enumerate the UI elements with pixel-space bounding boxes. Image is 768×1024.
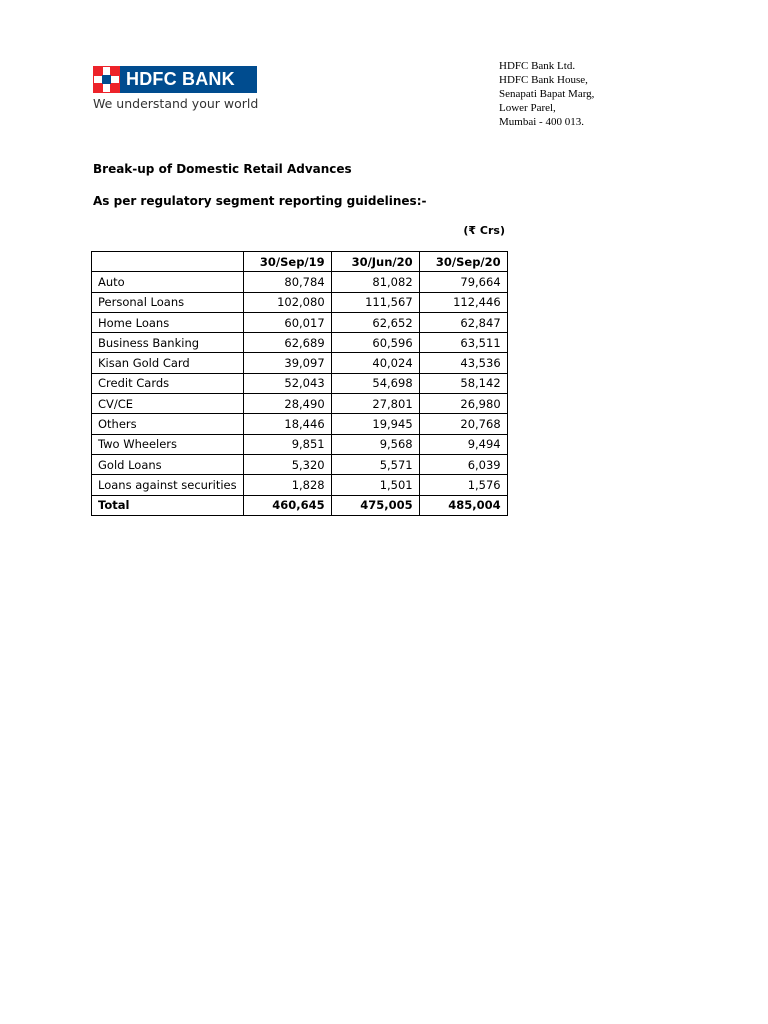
row-label-cell: Auto <box>92 272 244 292</box>
value-cell: 40,024 <box>331 353 419 373</box>
row-label-cell: Total <box>92 495 244 515</box>
value-cell: 63,511 <box>419 333 507 353</box>
row-label-cell: Two Wheelers <box>92 434 244 454</box>
value-cell: 5,571 <box>331 454 419 474</box>
value-cell: 9,568 <box>331 434 419 454</box>
table-row <box>92 292 508 312</box>
value-cell: 9,494 <box>419 434 507 454</box>
address-line: Lower Parel, <box>499 102 556 114</box>
currency-unit-label: (₹ Crs) <box>463 224 505 237</box>
hdfc-logo-mark-icon <box>93 66 120 93</box>
value-cell: 81,082 <box>331 272 419 292</box>
table-body <box>92 272 508 516</box>
value-cell: 485,004 <box>419 495 507 515</box>
table-header-row <box>92 252 508 272</box>
header-cell-sep20: 30/Sep/20 <box>419 252 507 272</box>
row-label-cell: Others <box>92 414 244 434</box>
table-row <box>92 394 508 414</box>
document-subtitle: As per regulatory segment reporting guidelines:- <box>93 194 427 208</box>
value-cell: 52,043 <box>243 373 331 393</box>
document-title: Break-up of Domestic Retail Advances <box>93 162 352 176</box>
value-cell: 9,851 <box>243 434 331 454</box>
table-row <box>92 475 508 495</box>
row-label-cell: Personal Loans <box>92 292 244 312</box>
value-cell: 1,828 <box>243 475 331 495</box>
value-cell: 111,567 <box>331 292 419 312</box>
table-row <box>92 373 508 393</box>
row-label-cell: Gold Loans <box>92 454 244 474</box>
value-cell: 1,501 <box>331 475 419 495</box>
value-cell: 18,446 <box>243 414 331 434</box>
table-row <box>92 272 508 292</box>
value-cell: 1,576 <box>419 475 507 495</box>
value-cell: 19,945 <box>331 414 419 434</box>
logo-banner <box>93 66 257 93</box>
logo-wordmark: HDFC BANK <box>120 66 257 93</box>
row-label-cell: Kisan Gold Card <box>92 353 244 373</box>
value-cell: 60,596 <box>331 333 419 353</box>
value-cell: 60,017 <box>243 312 331 332</box>
hdfc-bank-logo <box>93 66 257 111</box>
value-cell: 6,039 <box>419 454 507 474</box>
table-row <box>92 333 508 353</box>
address-line: Senapati Bapat Marg, <box>499 88 595 100</box>
row-label-cell: CV/CE <box>92 394 244 414</box>
address-line: HDFC Bank House, <box>499 74 588 86</box>
address-line: Mumbai - 400 013. <box>499 116 584 128</box>
value-cell: 26,980 <box>419 394 507 414</box>
row-label-cell: Credit Cards <box>92 373 244 393</box>
header-cell-jun20: 30/Jun/20 <box>331 252 419 272</box>
value-cell: 62,847 <box>419 312 507 332</box>
row-label-cell: Home Loans <box>92 312 244 332</box>
table-row <box>92 434 508 454</box>
value-cell: 475,005 <box>331 495 419 515</box>
table-row <box>92 414 508 434</box>
value-cell: 79,664 <box>419 272 507 292</box>
value-cell: 27,801 <box>331 394 419 414</box>
header-cell-blank <box>92 252 244 272</box>
table-row <box>92 454 508 474</box>
bank-address <box>499 59 594 129</box>
value-cell: 102,080 <box>243 292 331 312</box>
table-total-row <box>92 495 508 515</box>
row-label-cell: Loans against securities <box>92 475 244 495</box>
value-cell: 58,142 <box>419 373 507 393</box>
value-cell: 43,536 <box>419 353 507 373</box>
header-cell-sep19: 30/Sep/19 <box>243 252 331 272</box>
value-cell: 20,768 <box>419 414 507 434</box>
retail-advances-table <box>91 251 508 516</box>
value-cell: 5,320 <box>243 454 331 474</box>
value-cell: 62,689 <box>243 333 331 353</box>
value-cell: 28,490 <box>243 394 331 414</box>
logo-tagline: We understand your world <box>93 96 259 111</box>
value-cell: 112,446 <box>419 292 507 312</box>
table-row <box>92 353 508 373</box>
row-label-cell: Business Banking <box>92 333 244 353</box>
value-cell: 54,698 <box>331 373 419 393</box>
value-cell: 460,645 <box>243 495 331 515</box>
value-cell: 39,097 <box>243 353 331 373</box>
address-line: HDFC Bank Ltd. <box>499 60 576 72</box>
value-cell: 62,652 <box>331 312 419 332</box>
table-row <box>92 312 508 332</box>
value-cell: 80,784 <box>243 272 331 292</box>
